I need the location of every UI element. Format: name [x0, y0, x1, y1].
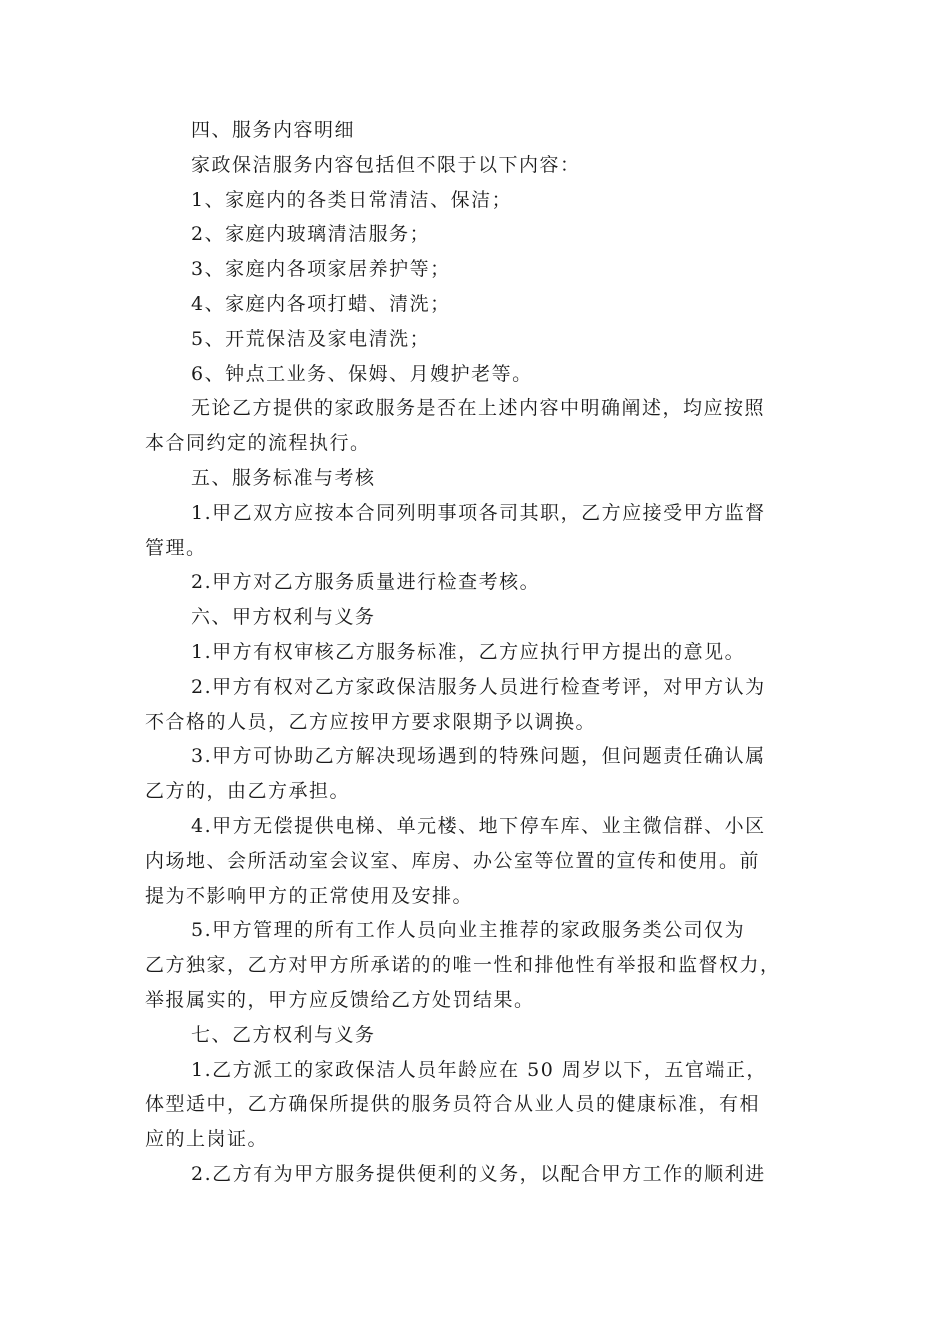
paragraph-line: 家政保洁服务内容包括但不限于以下内容： — [191, 153, 581, 176]
section-heading-5: 五、服务标准与考核 — [191, 466, 376, 489]
section-heading-4: 四、服务内容明细 — [191, 119, 356, 141]
paragraph-line: 1.甲方有权审核乙方服务标准，乙方应执行甲方提出的意见。 — [191, 640, 746, 663]
paragraph-line: 提为不影响甲方的正常使用及安排。 — [145, 884, 474, 907]
section-heading-7: 七、乙方权利与义务 — [191, 1023, 376, 1046]
document-page — [145, 113, 810, 1192]
paragraph-line: 1.乙方派工的家政保洁人员年龄应在 50 周岁以下，五官端正， — [191, 1058, 767, 1081]
paragraph-line: 无论乙方提供的家政服务是否在上述内容中明确阐述，均应按照 — [191, 397, 766, 420]
paragraph-line: 4.甲方无偿提供电梯、单元楼、地下停车库、业主微信群、小区 — [191, 814, 766, 837]
paragraph-line: 1.甲乙双方应按本合同列明事项各司其职，乙方应接受甲方监督 — [191, 501, 766, 524]
paragraph-line: 2.甲方有权对乙方家政保洁服务人员进行检查考评，对甲方认为 — [191, 675, 766, 698]
paragraph-line: 5.甲方管理的所有工作人员向业主推荐的家政服务类公司仅为 — [191, 919, 746, 942]
paragraph-line: 2.乙方有为甲方服务提供便利的义务，以配合甲方工作的顺利进 — [191, 1162, 766, 1185]
paragraph-line: 不合格的人员，乙方应按甲方要求限期予以调换。 — [145, 710, 597, 733]
paragraph-line: 应的上岗证。 — [145, 1128, 269, 1151]
list-item: 4、家庭内各项打蜡、清洗； — [191, 292, 451, 315]
paragraph-line: 乙方独家，乙方对甲方所承诺的的唯一性和排他性有举报和监督权力， — [145, 954, 781, 977]
list-item: 1、家庭内的各类日常清洁、保洁； — [191, 188, 513, 211]
paragraph-line: 3.甲方可协助乙方解决现场遇到的特殊问题，但问题责任确认属 — [191, 745, 766, 768]
paragraph-line: 体型适中，乙方确保所提供的服务员符合从业人员的健康标准，有相 — [145, 1093, 761, 1116]
list-item: 5、开荒保洁及家电清洗； — [191, 327, 431, 350]
list-item: 6、钟点工业务、保姆、月嫂护老等。 — [191, 362, 533, 385]
list-item: 3、家庭内各项家居养护等； — [191, 258, 451, 281]
paragraph-line: 管理。 — [145, 536, 207, 559]
section-heading-6: 六、甲方权利与义务 — [191, 606, 376, 629]
paragraph-line: 举报属实的，甲方应反馈给乙方处罚结果。 — [145, 988, 535, 1011]
paragraph-line: 内场地、会所活动室会议室、库房、办公室等位置的宣传和使用。前 — [145, 849, 761, 872]
paragraph-line: 本合同约定的流程执行。 — [145, 432, 371, 455]
paragraph-line: 乙方的，由乙方承担。 — [145, 780, 351, 803]
list-item: 2、家庭内玻璃清洁服务； — [191, 223, 431, 246]
paragraph-line: 2.甲方对乙方服务质量进行检查考核。 — [191, 571, 541, 594]
